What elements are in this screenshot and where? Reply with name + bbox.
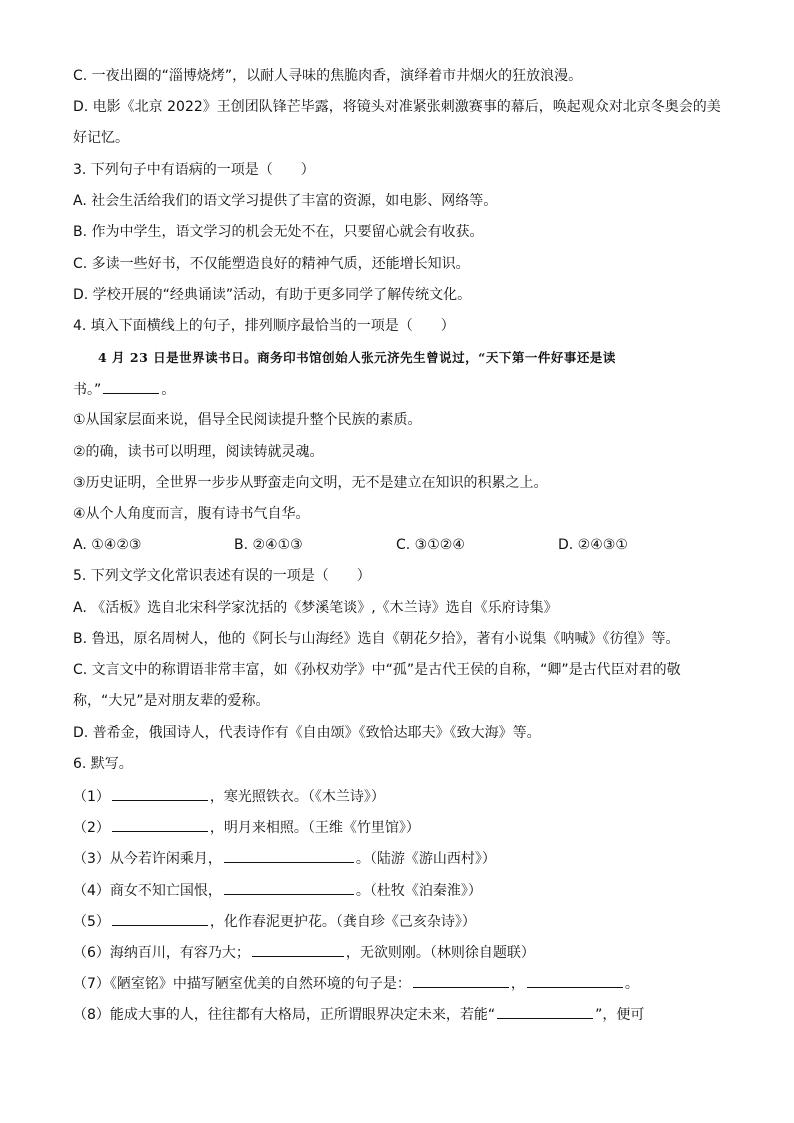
fill-blank: [224, 848, 354, 863]
question-5-option-d: D. 普希金，俄国诗人，代表诗作有《自由颂》《致恰达耶夫》《致大海》等。: [73, 725, 541, 741]
question-3-option-c: C. 多读一些好书，不仅能塑造良好的精神气质，还能增长知识。: [73, 256, 470, 272]
item-7-text: （7）《陋室铭》中描写陋室优美的自然环境的句子是：: [73, 976, 411, 992]
fill-blank: [413, 973, 509, 988]
fill-blank: [252, 942, 344, 957]
item-7-comma: ，: [510, 976, 525, 992]
question-6-item-8: [73, 1004, 644, 1024]
sentence-4: ④从个人角度而言，腹有诗书气自华。: [73, 506, 310, 522]
question-6-item-7: [73, 973, 639, 993]
item-2-number: （2）: [73, 820, 110, 836]
sentence-1: ①从国家层面来说，倡导全民阅读提升整个民族的素质。: [73, 412, 422, 428]
item-6-source: ，无欲则刚。（林则徐自题联）: [345, 945, 535, 961]
question-3-option-b: B. 作为中学生，语文学习的机会无处不在，只要留心就会有收获。: [73, 224, 484, 240]
question-3-option-a: A. 社会生活给我们的语文学习提供了丰富的资源，如电影、网络等。: [73, 193, 498, 209]
option-d-text: D. 电影《北京 2022》王创团队锋芒毕露，将镜头对准紧张刺激赛事的幕后，唤起观众对北京冬奥会的美: [73, 99, 721, 115]
item-1-number: （1）: [73, 789, 110, 805]
question-6: 6. 默写。: [73, 756, 133, 772]
question-5-option-c: C. 文言文中的称谓语非常丰富，如《孙权劝学》中“孤”是古代王侯的自称，“卿”是古代臣对君的敬: [73, 662, 681, 678]
option-c-text: C. 一夜出圈的“淄博烧烤”，以耐人寻味的焦脆肉香，演绎着市井烟火的狂放浪漫。: [73, 68, 583, 84]
item-4-text: （4）商女不知亡国恨，: [73, 883, 222, 899]
question-5-option-b: B. 鲁迅，原名周树人，他的《阿长与山海经》选自《朝花夕拾》，著有小说集《呐喊》《彷徨》等。: [73, 631, 680, 647]
question-4-passage: 4 月 23 日是世界读书日。商务印书馆创始人张元济先生曾说过，“天下第一件好事还是读: [98, 350, 616, 365]
fill-blank: [112, 817, 208, 832]
sentence-3: ③历史证明，全世界一步步从野蛮走向文明，无不是建立在知识的积累之上。: [73, 475, 548, 491]
fill-blank: [112, 911, 208, 926]
fill-blank: [497, 1004, 593, 1019]
item-8-text: （8）能成大事的人，往往都有大格局，正所谓眼界决定未来，若能“: [73, 1007, 496, 1023]
question-6-item-4: [73, 880, 482, 900]
item-8-continued: ”，便可: [595, 1007, 645, 1023]
item-5-text: ，化作春泥更护花。（龚自珍《己亥杂诗》）: [209, 914, 476, 930]
item-2-text: ，明月来相照。（王维《竹里馆》）: [209, 820, 420, 836]
question-3-option-d: D. 学校开展的“经典诵读”活动，有助于更多同学了解传统文化。: [73, 287, 472, 303]
question-6-item-1: [73, 786, 385, 806]
question-6-item-3: [73, 848, 496, 868]
passage-end-period: 。: [161, 382, 176, 398]
question-4-choice-c: C. ③①②④: [396, 537, 465, 553]
item-6-text: （6）海纳百川，有容乃大；: [73, 945, 250, 961]
item-4-source: 。（杜牧《泊秦淮》）: [355, 883, 482, 899]
question-3: 3. 下列句子中有语病的一项是（ ）: [73, 162, 315, 178]
sentence-2: ②的确，读书可以明理，阅读铸就灵魂。: [73, 444, 324, 460]
question-4: 4. 填入下面横线上的句子，排列顺序最恰当的一项是（ ）: [73, 318, 455, 334]
item-7-period: 。: [624, 976, 639, 992]
item-1-text: ，寒光照铁衣。（《木兰诗》）: [209, 789, 385, 805]
question-6-item-6: [73, 942, 535, 962]
fill-blank: [527, 973, 623, 988]
option-d-continued: 好记忆。: [73, 130, 129, 146]
question-4-choice-d: D. ②④③①: [558, 537, 628, 553]
question-5-option-a: A. 《活板》选自北宋科学家沈括的《梦溪笔谈》,《木兰诗》选自《乐府诗集》: [73, 600, 558, 616]
fill-blank: [103, 379, 159, 394]
question-4-choice-a: A. ①④②③: [73, 537, 142, 553]
item-3-text: （3）从今若许闲乘月，: [73, 851, 222, 867]
question-5-option-c-continued: 称，“大兄”是对朋友辈的爱称。: [73, 693, 270, 709]
fill-blank: [112, 786, 208, 801]
question-4-passage-end: [73, 379, 175, 399]
question-6-item-2: [73, 817, 420, 837]
item-5-number: （5）: [73, 914, 110, 930]
passage-end-text: 书。”: [73, 382, 102, 398]
question-4-choice-b: B. ②④①③: [234, 537, 303, 553]
question-6-item-5: [73, 911, 476, 931]
fill-blank: [224, 880, 354, 895]
question-5: 5. 下列文学文化常识表述有误的一项是（ ）: [73, 568, 371, 584]
item-3-source: 。（陆游《游山西村》）: [355, 851, 496, 867]
